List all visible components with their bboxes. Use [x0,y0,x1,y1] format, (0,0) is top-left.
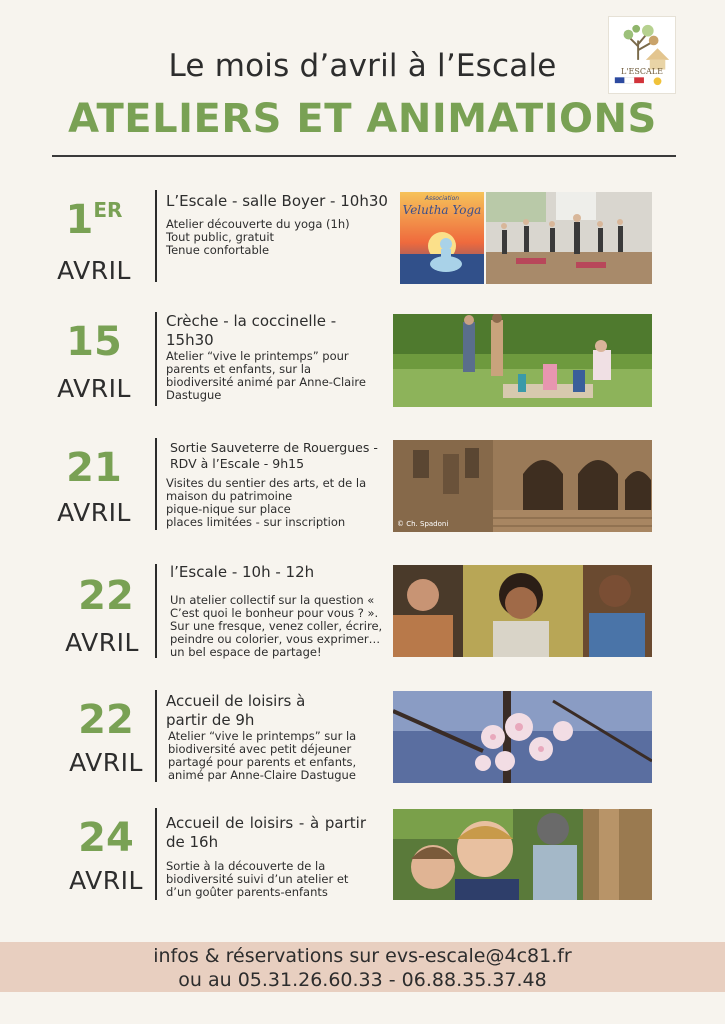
event-place: Sortie Sauveterre de Rouergues - RDV à l’Escale - 9h15 [170,440,378,471]
blossom-photo [393,691,652,783]
event-date [56,574,156,658]
event-day: 24 [78,815,134,861]
event-description: Un atelier collectif sur la question « C’est quoi le bonheur pour vous ? ». Sur une fresque, venez coller, écrire, peindre ou colorier, vous exprimer… un bel espace de partage! [170,593,383,659]
logo-text: L'ESCALE [621,67,663,76]
event-date [56,816,156,896]
event-date [56,698,156,778]
event-date [44,320,144,404]
event-description: Atelier “vive le printemps” pour parents et enfants, sur la biodiversité animé par Anne-Claire Dastugue [166,349,366,402]
event-day: 22 [78,697,134,743]
event-month: AVRIL [69,748,143,777]
event-day: 22 [78,573,134,619]
page-title: Le mois d’avril à l’Escale [168,48,557,84]
event-place: L’Escale - salle Boyer - 10h30 [166,192,388,210]
event-place: Accueil de loisirs - à partir de 16h [166,814,366,851]
event-date [44,446,144,528]
event-divider [155,564,157,658]
event-day: 1ER [65,197,123,243]
poster-title: Velutha Yoga [402,203,482,217]
event-month: AVRIL [69,866,143,895]
event-place: l’Escale - 10h - 12h [170,563,315,581]
event-divider [155,190,157,282]
event-divider [155,438,157,530]
event-description: Atelier “vive le printemps” sur la biodiversité avec petit déjeuner partagé pour parents et enfants, animé par Anne-Claire Dastugue [168,729,357,782]
event-description: Visites du sentier des arts, et de la maison du patrimoine pique-nique sur place places limitées - sur inscription [166,476,367,529]
event-description: Sortie à la découverte de la biodiversité suivi d’un atelier et d’un goûter parents-enfants [166,859,349,899]
poster-caption: Association [424,195,460,202]
event-date [44,188,144,286]
event-day: 15 [66,319,122,365]
children-nature-photo [393,809,652,900]
bonheur-people-photo [393,565,652,657]
event-month: AVRIL [57,498,131,527]
event-divider [155,312,157,406]
footer-phone-line: ou au 05.31.26.60.33 - 06.88.35.37.48 [178,969,547,991]
contact-footer [0,942,725,992]
creche-outdoor-photo [393,314,652,407]
event-place: Crèche - la coccinelle - 15h30 [166,312,337,349]
sauveterre-stone-photo [393,440,652,532]
event-divider [155,808,157,900]
event-month: AVRIL [65,628,139,657]
footer-email-line: infos & réservations sur evs-escale@4c81.fr [153,945,572,967]
page-subtitle: ATELIERS ET ANIMATIONS [68,96,657,142]
photo-credit: © Ch. Spadoni [397,520,449,528]
event-place: Accueil de loisirs à partir de 9h [166,692,306,729]
event-day: 21 [66,445,122,491]
event-description: Atelier découverte du yoga (1h) Tout public, gratuit Tenue confortable [166,217,350,257]
event-month: AVRIL [57,256,131,285]
event-month: AVRIL [57,374,131,403]
title-divider [52,155,676,157]
event-divider [155,690,157,782]
yoga-class-photo [486,192,652,284]
